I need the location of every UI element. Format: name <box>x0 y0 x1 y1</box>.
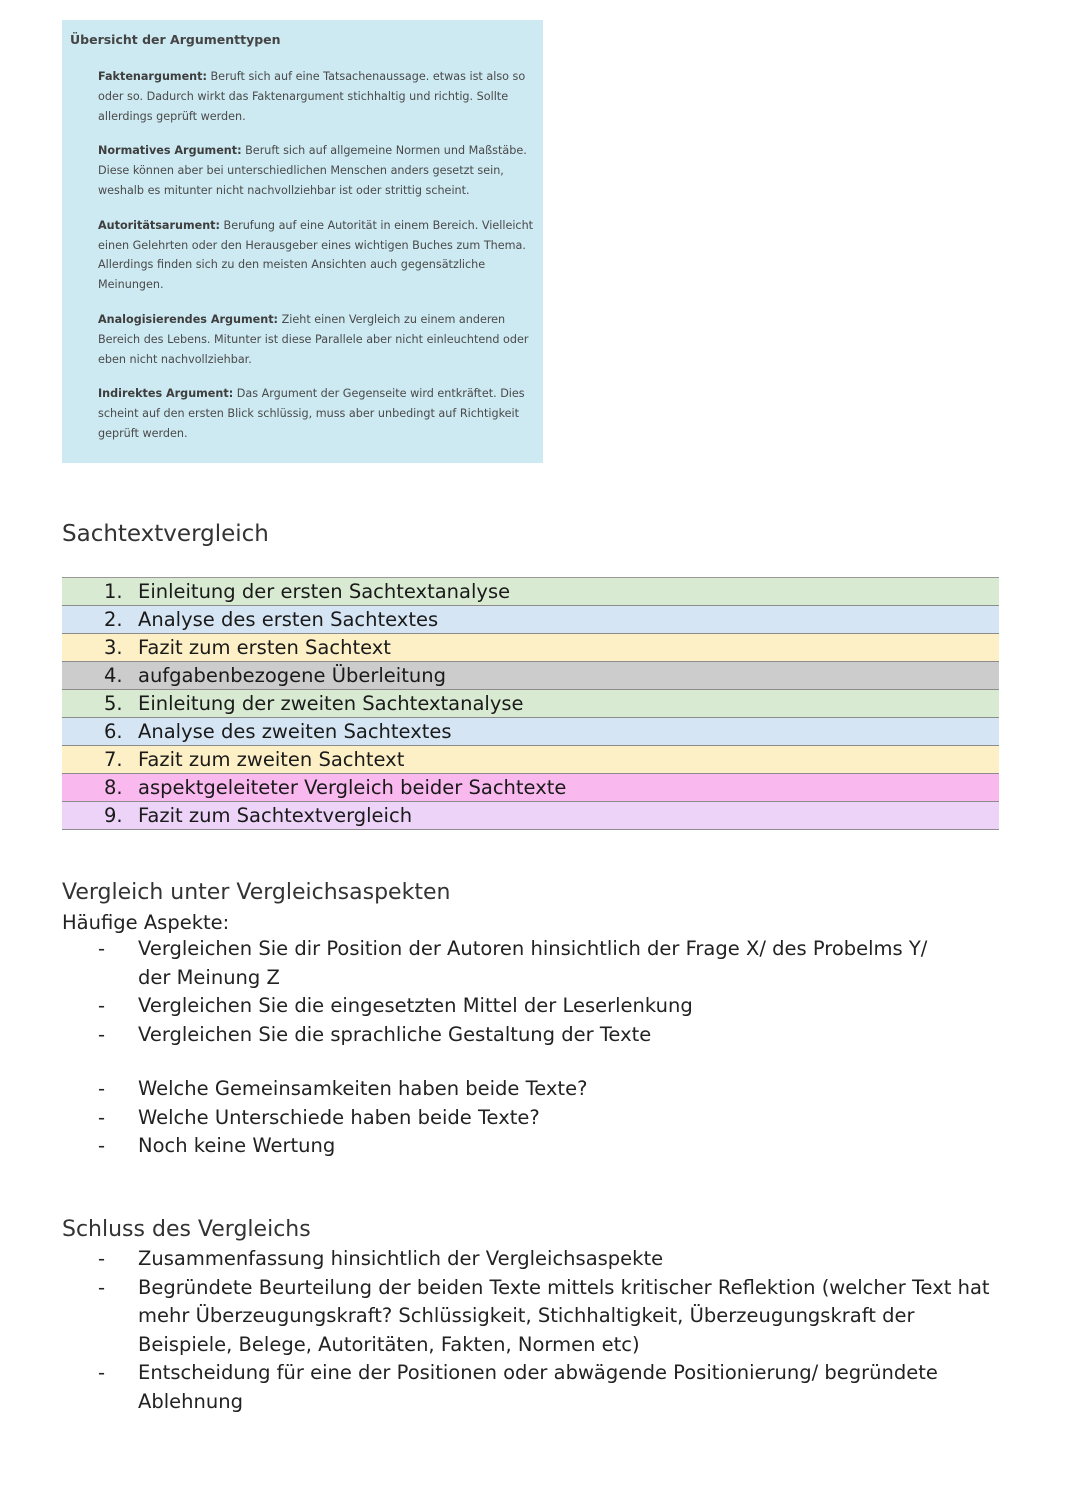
step-label: Analyse des ersten Sachtextes <box>138 608 439 631</box>
argument-text: Zieht einen Vergleich zu einem anderen Bereich des Lebens. Mitunter ist diese Parallele aber nicht einleuchtend oder eben nicht nachvollziehbar. <box>98 312 529 366</box>
step-label: Fazit zum Sachtextvergleich <box>138 804 413 827</box>
vergleich-title: Vergleich unter Vergleichsaspekten <box>62 880 451 905</box>
list-item-text: Begründete Beurteilung der beiden Texte mittels kritischer Reflektion (welcher Text hat mehr Überzeugungskraft? Schlüssigkeit, Stichhaltigkeit, Überzeugungskraft der Beispiele, Belege, Autoritäten, Fakten, Normen etc) <box>138 1275 990 1356</box>
step-row <box>62 578 999 606</box>
step-number: 4. <box>104 664 123 687</box>
list-item <box>62 1274 1007 1360</box>
step-number: 2. <box>104 608 123 631</box>
vergleich-subtitle: Häufige Aspekte: <box>62 911 230 934</box>
argument-item-fakten <box>98 67 535 126</box>
argument-text: Beruft sich auf allgemeine Normen und Maßstäbe. Diese können aber bei unterschiedlichen Menschen anders gesetzt sein, weshalb es mitunter nicht nachvollziehbar ist oder strittig scheint. <box>98 144 527 197</box>
dash-icon: - <box>98 1022 106 1046</box>
schluss-title: Schluss des Vergleichs <box>62 1217 311 1242</box>
step-label: Analyse des zweiten Sachtextes <box>138 720 452 743</box>
step-number: 3. <box>104 636 123 659</box>
step-row <box>62 774 999 802</box>
list-item <box>62 1245 1007 1274</box>
argument-text: Das Argument der Gegenseite wird entkräftet. Dies scheint auf den ersten Blick schlüssig, muss aber unbedingt auf Richtigkeit geprüft werden. <box>98 387 525 440</box>
aspects-list <box>62 935 962 1049</box>
list-item-text: Vergleichen Sie die sprachliche Gestaltung der Texte <box>138 1022 652 1046</box>
step-row <box>62 634 999 662</box>
argument-item-normativ <box>98 141 535 200</box>
dash-icon: - <box>98 1134 106 1157</box>
argument-name: Autoritätsarument: <box>98 218 220 232</box>
steps-table <box>62 577 999 830</box>
step-row <box>62 690 999 718</box>
argument-name: Normatives Argument: <box>98 144 242 158</box>
step-row <box>62 662 999 690</box>
step-label: Fazit zum zweiten Sachtext <box>138 748 405 771</box>
list-item <box>62 1132 962 1161</box>
list-item <box>62 1021 962 1050</box>
argument-name: Indirektes Argument: <box>98 387 234 401</box>
list-item-text: Noch keine Wertung <box>138 1134 336 1157</box>
list-item-text: Zusammenfassung hinsichtlich der Vergleichsaspekte <box>138 1247 664 1270</box>
step-row <box>62 802 999 830</box>
step-number: 5. <box>104 692 123 715</box>
list-item <box>62 1104 962 1133</box>
step-label: Fazit zum ersten Sachtext <box>138 636 391 659</box>
dash-icon: - <box>98 1247 106 1270</box>
argument-types-box <box>62 20 543 463</box>
dash-icon: - <box>98 937 106 960</box>
step-label: aufgabenbezogene Überleitung <box>138 664 446 687</box>
list-item-text: Entscheidung für eine der Positionen oder abwägende Positionierung/ begründete Ablehnung <box>138 1361 938 1413</box>
step-label: Einleitung der zweiten Sachtextanalyse <box>138 692 524 715</box>
step-number: 7. <box>104 748 123 771</box>
dash-icon: - <box>98 994 106 1017</box>
list-item <box>62 1075 962 1104</box>
list-item-text: Vergleichen Sie die eingesetzten Mittel der Leserlenkung <box>138 994 693 1017</box>
list-item <box>62 935 962 992</box>
questions-list <box>62 1075 962 1161</box>
step-row <box>62 746 999 774</box>
sachtext-title: Sachtextvergleich <box>62 521 269 547</box>
argument-item-autoritaet <box>98 216 535 295</box>
dash-icon: - <box>98 1361 106 1384</box>
argument-name: Analogisierendes Argument: <box>98 312 279 326</box>
dash-icon: - <box>98 1275 106 1299</box>
step-label: Einleitung der ersten Sachtextanalyse <box>138 580 511 603</box>
step-row <box>62 606 999 634</box>
step-number: 8. <box>104 776 123 799</box>
dash-icon: - <box>98 1105 106 1129</box>
argument-text: Berufung auf eine Autorität in einem Bereich. Vielleicht einen Gelehrten oder den Herausgeber eines wichtigen Buches zum Thema. Allerdings finden sich zu den meisten Ansichten auch gegensätzliche Meinungen. <box>98 218 534 292</box>
list-item-text: Welche Unterschiede haben beide Texte? <box>138 1105 540 1129</box>
argument-name: Faktenargument: <box>98 70 207 83</box>
argument-item-analog <box>98 310 535 369</box>
list-item-text: Vergleichen Sie dir Position der Autoren hinsichtlich der Frage X/ des Probelms Y/ der Meinung Z <box>138 937 928 989</box>
step-label: aspektgeleiteter Vergleich beider Sachtexte <box>138 776 567 799</box>
step-number: 9. <box>104 804 123 827</box>
argument-types-title: Übersicht der Argumenttypen <box>70 32 281 47</box>
step-row <box>62 718 999 746</box>
list-item-text: Welche Gemeinsamkeiten haben beide Texte? <box>138 1077 588 1100</box>
step-number: 1. <box>104 580 123 603</box>
schluss-list <box>62 1245 1007 1416</box>
list-item <box>62 992 962 1021</box>
step-number: 6. <box>104 720 123 743</box>
dash-icon: - <box>98 1077 106 1100</box>
list-item <box>62 1359 1007 1416</box>
argument-item-indirekt <box>98 384 535 443</box>
argument-text: Beruft sich auf eine Tatsachenaussage. etwas ist also so oder so. Dadurch wirkt das Faktenargument stichhaltig und richtig. Sollte allerdings geprüft werden. <box>98 70 526 123</box>
